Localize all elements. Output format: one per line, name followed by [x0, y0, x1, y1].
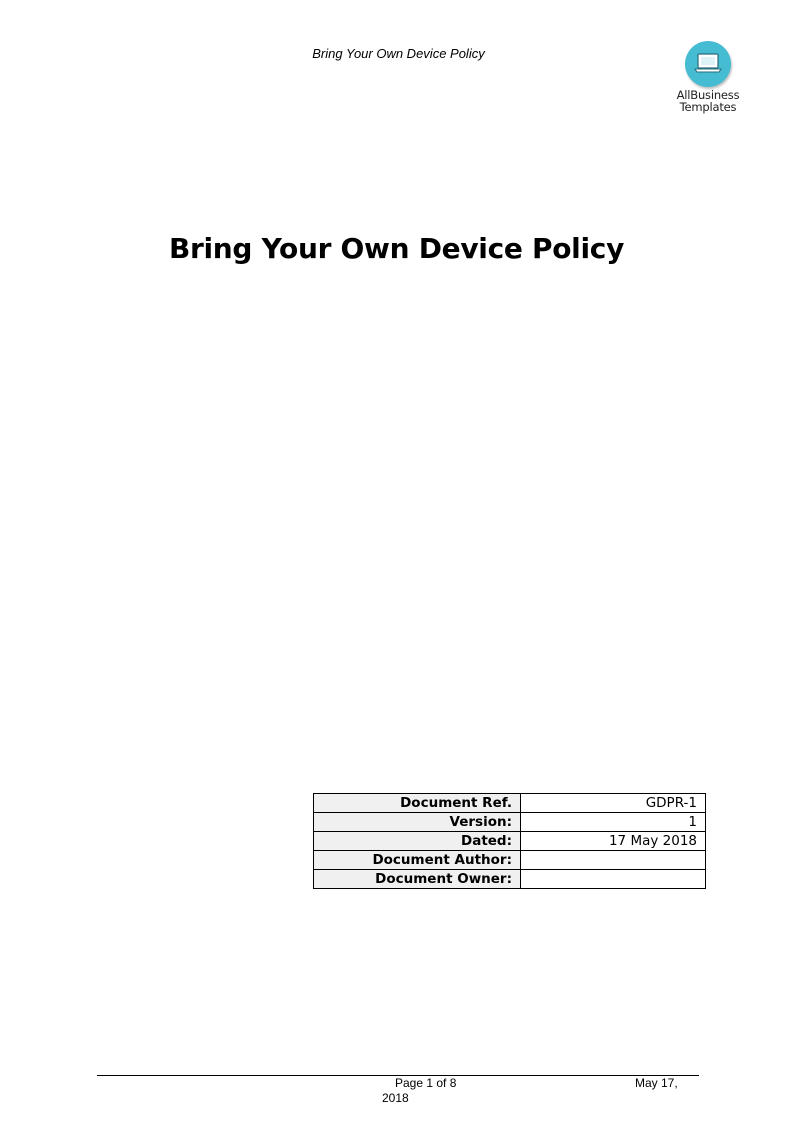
table-row: [314, 870, 706, 889]
document-author-value: [521, 851, 706, 870]
document-owner-label: Document Owner:: [314, 870, 521, 889]
table-row: [314, 851, 706, 870]
logo-text-line2: Templates: [679, 100, 737, 114]
logo-text-line1: AllBusiness: [676, 88, 740, 102]
version-label: Version:: [314, 813, 521, 832]
dated-label: Dated:: [314, 832, 521, 851]
laptop-icon: [694, 52, 722, 74]
logo-circle: [685, 41, 731, 87]
document-author-label: Document Author:: [314, 851, 521, 870]
document-ref-value: GDPR-1: [521, 794, 706, 813]
footer-page-number: Page 1 of 8: [395, 1076, 457, 1090]
document-info-table: [313, 793, 706, 889]
document-owner-value: [521, 870, 706, 889]
running-header-title: Bring Your Own Device Policy: [312, 46, 485, 61]
footer-date-part2: 2018: [382, 1091, 409, 1105]
company-logo: [672, 41, 744, 113]
document-title: Bring Your Own Device Policy: [168, 232, 625, 265]
table-row: [314, 832, 706, 851]
dated-value: 17 May 2018: [521, 832, 706, 851]
footer-date-part1: May 17,: [635, 1076, 678, 1090]
document-ref-label: Document Ref.: [314, 794, 521, 813]
table-row: [314, 794, 706, 813]
version-value: 1: [521, 813, 706, 832]
table-row: [314, 813, 706, 832]
